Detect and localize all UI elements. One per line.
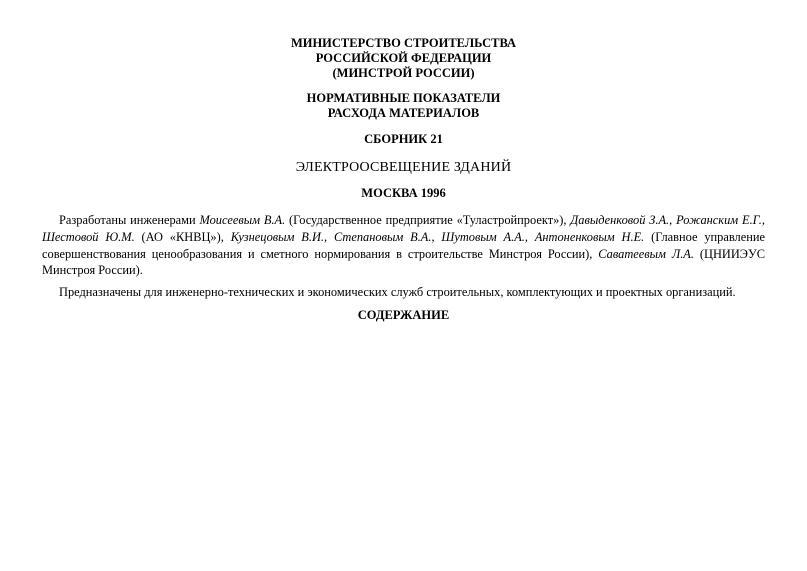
developer-org-3: (Главное управление совершенствования ценообразования и сметного нормирования в строительстве Минстроя России), bbox=[42, 229, 765, 261]
purpose-paragraph: Предназначены для инженерно-технических и экономических служб строительных, комплектующих и проектных организаций. bbox=[59, 285, 736, 300]
contents-heading: СОДЕРЖАНИЕ bbox=[357, 307, 450, 322]
document-page bbox=[42, 36, 765, 323]
developer-name-1: Моисеевым В.А. bbox=[199, 213, 286, 227]
collection-number: СБОРНИК 21 bbox=[364, 132, 443, 146]
developer-org-1: (Государственное предприятие «Туластройпроект»), bbox=[285, 213, 571, 227]
ministry-line-2: РОССИЙСКОЙ ФЕДЕРАЦИИ bbox=[315, 51, 492, 65]
norms-line-2: РАСХОДА МАТЕРИАЛОВ bbox=[327, 106, 480, 120]
developers-paragraph bbox=[42, 212, 765, 279]
developer-names-3: Кузнецовым В.И., Степановым В.А., Шутовым А.А., Антоненковым Н.Е. bbox=[230, 229, 645, 244]
norms-header bbox=[42, 91, 765, 121]
developer-name-4: Саватеевым Л.А. bbox=[598, 246, 694, 261]
city-year: МОСКВА 1996 bbox=[361, 186, 446, 200]
developers-prefix: Разработаны инженерами bbox=[59, 213, 200, 227]
developer-org-4: (ЦНИИЭУС Минстроя России). bbox=[42, 246, 766, 278]
ministry-line-1: МИНИСТЕРСТВО СТРОИТЕЛЬСТВА bbox=[290, 36, 517, 50]
developer-names-2: Давыденковой З.А., Рожанским Е.Г., Шестовой Ю.М. bbox=[42, 213, 765, 244]
developer-org-2: (АО «КНВЦ»), bbox=[134, 229, 231, 244]
norms-line-1: НОРМАТИВНЫЕ ПОКАЗАТЕЛИ bbox=[306, 91, 501, 105]
ministry-line-3: (МИНСТРОЙ РОССИИ) bbox=[332, 66, 475, 80]
document-title: ЭЛЕКТРООСВЕЩЕНИЕ ЗДАНИЙ bbox=[295, 160, 512, 175]
ministry-header bbox=[42, 36, 765, 81]
